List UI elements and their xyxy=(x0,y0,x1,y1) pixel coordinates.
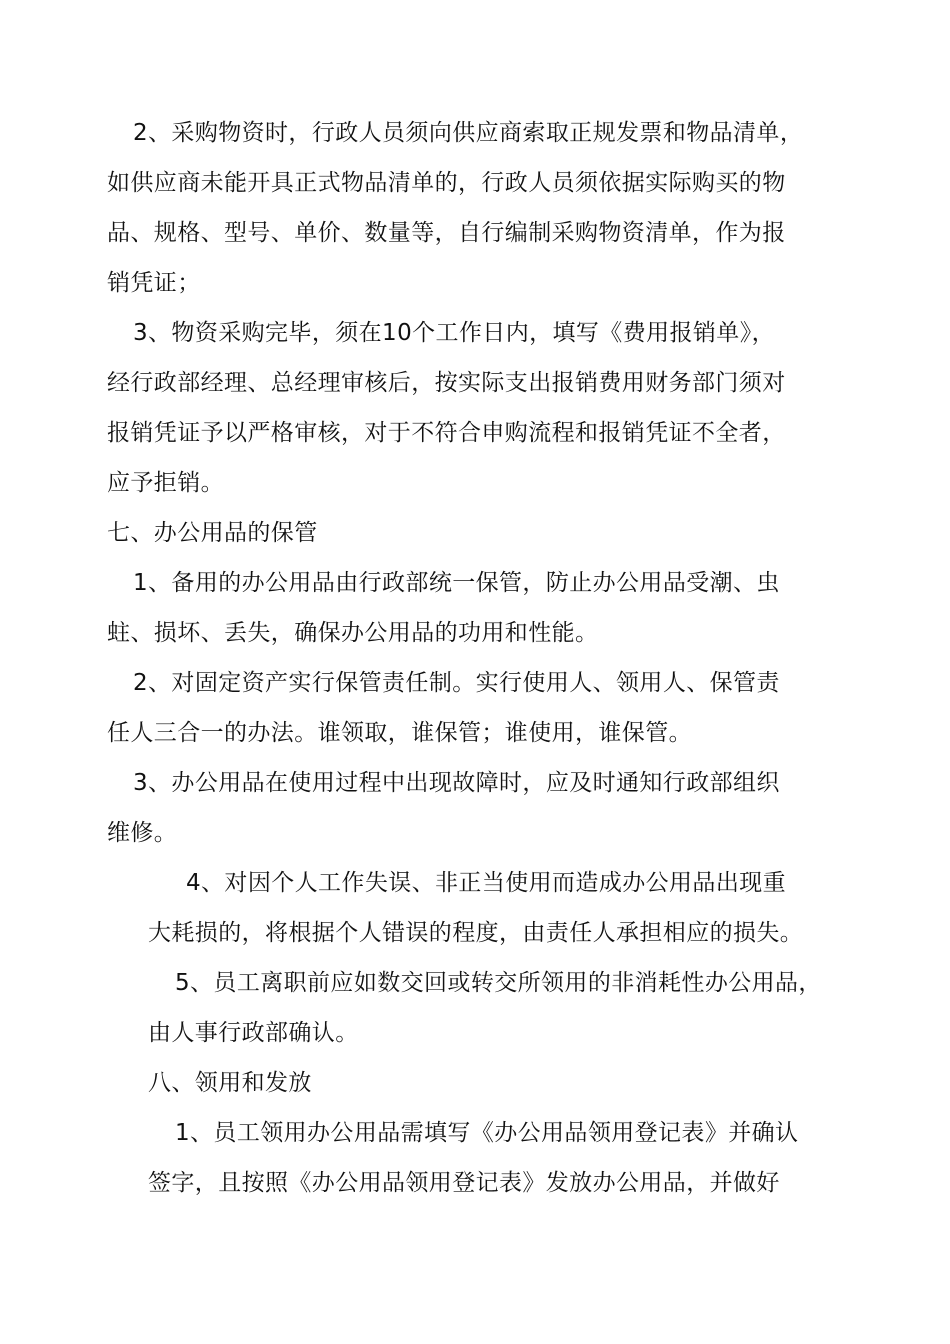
section-heading: 八、领用和发放 xyxy=(148,1070,312,1096)
paragraph-line: 报销凭证予以严格审核，对于不符合申购流程和报销凭证不全者， xyxy=(107,420,786,446)
paragraph-line: 如供应商未能开具正式物品清单的，行政人员须依据实际购买的物 xyxy=(107,170,786,196)
paragraph-line: 3、办公用品在使用过程中出现故障时，应及时通知行政部组织 xyxy=(133,770,780,796)
paragraph-line: 签字，且按照《办公用品领用登记表》发放办公用品，并做好 xyxy=(148,1170,780,1196)
paragraph-line: 4、对因个人工作失误、非正当使用而造成办公用品出现重 xyxy=(186,870,787,896)
paragraph-line: 应予拒销。 xyxy=(107,470,224,496)
paragraph-line: 经行政部经理、总经理审核后，按实际支出报销费用财务部门须对 xyxy=(107,370,786,396)
paragraph-line: 品、规格、型号、单价、数量等，自行编制采购物资清单，作为报 xyxy=(107,220,786,246)
paragraph-line: 5、员工离职前应如数交回或转交所领用的非消耗性办公用品， xyxy=(175,970,822,996)
paragraph-line: 3、物资采购完毕，须在10个工作日内，填写《费用报销单》， xyxy=(133,320,775,346)
paragraph-line: 大耗损的，将根据个人错误的程度，由责任人承担相应的损失。 xyxy=(148,920,804,946)
paragraph-line: 销凭证； xyxy=(107,270,201,296)
paragraph-line: 1、员工领用办公用品需填写《办公用品领用登记表》并确认 xyxy=(175,1120,799,1146)
paragraph-line: 蛀、损坏、丢失，确保办公用品的功用和性能。 xyxy=(107,620,599,646)
paragraph-line: 由人事行政部确认。 xyxy=(148,1020,359,1046)
paragraph-line: 任人三合一的办法。谁领取，谁保管；谁使用，谁保管。 xyxy=(107,720,692,746)
paragraph-line: 2、对固定资产实行保管责任制。实行使用人、领用人、保管责 xyxy=(133,670,780,696)
section-heading: 七、办公用品的保管 xyxy=(107,520,318,546)
paragraph-line: 1、备用的办公用品由行政部统一保管，防止办公用品受潮、虫 xyxy=(133,570,780,596)
paragraph-line: 2、采购物资时，行政人员须向供应商索取正规发票和物品清单， xyxy=(133,120,804,146)
paragraph-line: 维修。 xyxy=(107,820,178,846)
